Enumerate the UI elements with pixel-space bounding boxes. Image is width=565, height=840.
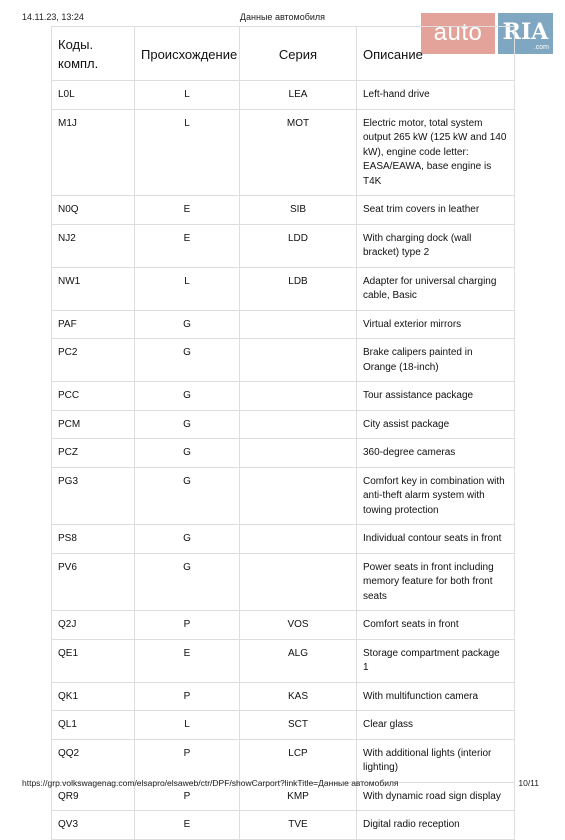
- table-row: [52, 267, 515, 310]
- cell-code: PC2: [52, 339, 135, 382]
- cell-description: City assist package: [357, 410, 515, 439]
- cell-description: Adapter for universal charging cable, Basic: [357, 267, 515, 310]
- table-row: [52, 525, 515, 554]
- cell-series: [240, 553, 357, 611]
- cell-description: Left-hand drive: [357, 81, 515, 110]
- cell-code: N0Q: [52, 196, 135, 225]
- table-row: [52, 467, 515, 525]
- table-row: [52, 739, 515, 782]
- cell-origin: G: [135, 525, 240, 554]
- cell-series: LDD: [240, 224, 357, 267]
- cell-code: M1J: [52, 109, 135, 196]
- table-row: [52, 109, 515, 196]
- cell-series: KMP: [240, 782, 357, 811]
- cell-description: Tour assistance package: [357, 382, 515, 411]
- cell-code: NJ2: [52, 224, 135, 267]
- cell-series: ALG: [240, 639, 357, 682]
- cell-origin: E: [135, 639, 240, 682]
- cell-description: Brake calipers painted in Orange (18-inch): [357, 339, 515, 382]
- cell-code: PS8: [52, 525, 135, 554]
- cell-code: L0L: [52, 81, 135, 110]
- cell-code: PG3: [52, 467, 135, 525]
- cell-code: QQ2: [52, 739, 135, 782]
- table-row: [52, 310, 515, 339]
- cell-series: VOS: [240, 611, 357, 640]
- cell-origin: L: [135, 267, 240, 310]
- cell-code: PV6: [52, 553, 135, 611]
- table-row: [52, 81, 515, 110]
- cell-origin: E: [135, 224, 240, 267]
- cell-description: Comfort seats in front: [357, 611, 515, 640]
- cell-series: TVE: [240, 811, 357, 840]
- cell-series: SCT: [240, 711, 357, 740]
- equipment-codes-table: [51, 26, 515, 840]
- cell-series: [240, 410, 357, 439]
- cell-origin: P: [135, 782, 240, 811]
- cell-description: Electric motor, total system output 265 kW (125 kW and 140 kW), engine code letter: EASA/EAWA, base engine is T4K: [357, 109, 515, 196]
- logo-ria-text: RIA: [502, 19, 549, 45]
- cell-series: MOT: [240, 109, 357, 196]
- cell-description: With dynamic road sign display: [357, 782, 515, 811]
- table-row: [52, 711, 515, 740]
- cell-origin: G: [135, 339, 240, 382]
- cell-description: Digital radio reception: [357, 811, 515, 840]
- cell-origin: G: [135, 553, 240, 611]
- cell-series: [240, 382, 357, 411]
- cell-description: Power seats in front including memory feature for both front seats: [357, 553, 515, 611]
- cell-code: QK1: [52, 682, 135, 711]
- table-header-row: [52, 27, 515, 81]
- table-row: [52, 382, 515, 411]
- cell-origin: E: [135, 196, 240, 225]
- cell-code: Q2J: [52, 611, 135, 640]
- table-row: [52, 639, 515, 682]
- table-row: [52, 611, 515, 640]
- cell-series: LEA: [240, 81, 357, 110]
- cell-origin: G: [135, 410, 240, 439]
- page-number: 10/11: [518, 778, 539, 788]
- cell-series: [240, 339, 357, 382]
- cell-series: [240, 310, 357, 339]
- column-header-series: Серия: [240, 27, 357, 81]
- cell-code: QV3: [52, 811, 135, 840]
- cell-origin: G: [135, 439, 240, 468]
- cell-description: Clear glass: [357, 711, 515, 740]
- cell-origin: P: [135, 682, 240, 711]
- cell-series: [240, 439, 357, 468]
- cell-series: LDB: [240, 267, 357, 310]
- cell-code: QR9: [52, 782, 135, 811]
- cell-origin: L: [135, 109, 240, 196]
- cell-origin: P: [135, 611, 240, 640]
- logo-com-text: .com: [533, 44, 549, 51]
- page-url: https://grp.volkswagenag.com/elsapro/elsaweb/ctr/DPF/showCarport?linkTitle=Данные автомобиля: [22, 778, 399, 788]
- cell-description: 360-degree cameras: [357, 439, 515, 468]
- cell-description: Storage compartment package 1: [357, 639, 515, 682]
- cell-origin: P: [135, 739, 240, 782]
- cell-code: QL1: [52, 711, 135, 740]
- table-row: [52, 224, 515, 267]
- cell-origin: E: [135, 811, 240, 840]
- table-row: [52, 410, 515, 439]
- cell-series: KAS: [240, 682, 357, 711]
- cell-description: Seat trim covers in leather: [357, 196, 515, 225]
- cell-description: Comfort key in combination with anti-theft alarm system with towing protection: [357, 467, 515, 525]
- logo-auto-text: auto: [421, 13, 495, 54]
- cell-description: With charging dock (wall bracket) type 2: [357, 224, 515, 267]
- table-row: [52, 811, 515, 840]
- print-datetime: 14.11.23, 13:24: [22, 12, 84, 22]
- table-row: [52, 553, 515, 611]
- cell-code: NW1: [52, 267, 135, 310]
- cell-origin: G: [135, 467, 240, 525]
- table-row: [52, 196, 515, 225]
- cell-code: QE1: [52, 639, 135, 682]
- column-header-code: Коды. компл.: [52, 27, 135, 81]
- cell-origin: G: [135, 310, 240, 339]
- table-body: [52, 81, 515, 840]
- cell-code: PCZ: [52, 439, 135, 468]
- column-header-origin: Происхождение: [135, 27, 240, 81]
- cell-description: With additional lights (interior lighting): [357, 739, 515, 782]
- table-row: [52, 682, 515, 711]
- table-row: [52, 439, 515, 468]
- cell-code: PCC: [52, 382, 135, 411]
- cell-series: [240, 467, 357, 525]
- cell-origin: G: [135, 382, 240, 411]
- print-title: Данные автомобиля: [239, 12, 326, 22]
- cell-series: SIB: [240, 196, 357, 225]
- cell-code: PAF: [52, 310, 135, 339]
- cell-description: With multifunction camera: [357, 682, 515, 711]
- cell-code: PCM: [52, 410, 135, 439]
- cell-origin: L: [135, 81, 240, 110]
- column-header-description: Описание: [357, 27, 515, 81]
- cell-description: Individual contour seats in front: [357, 525, 515, 554]
- cell-series: LCP: [240, 739, 357, 782]
- cell-description: Virtual exterior mirrors: [357, 310, 515, 339]
- cell-series: [240, 525, 357, 554]
- table-row: [52, 339, 515, 382]
- cell-origin: L: [135, 711, 240, 740]
